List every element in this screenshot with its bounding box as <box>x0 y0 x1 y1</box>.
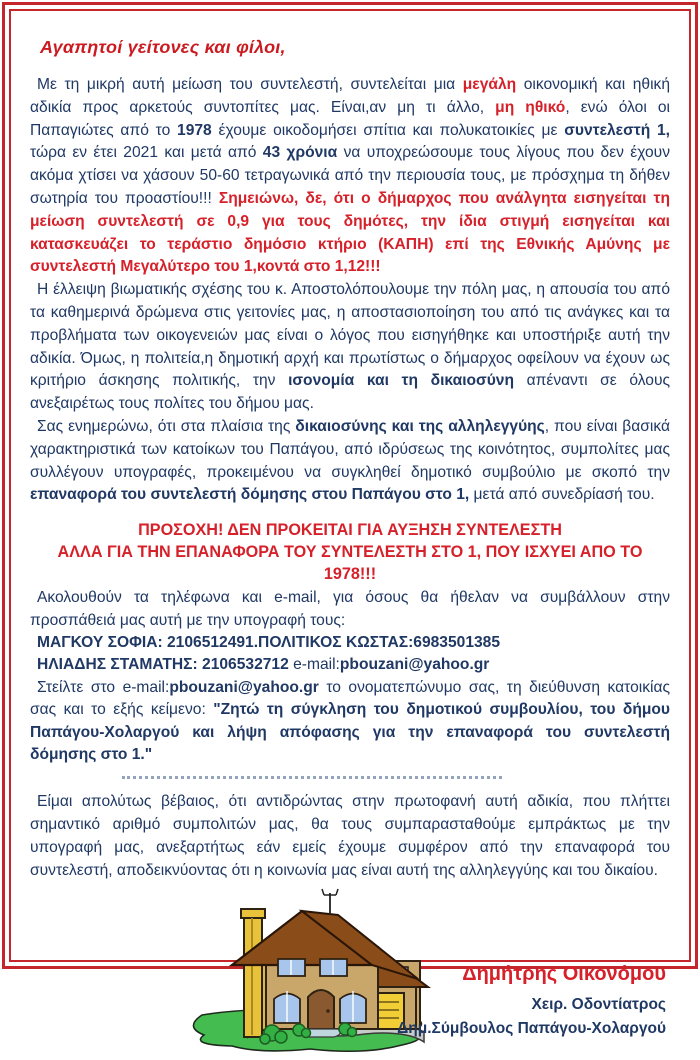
p1-seg2: οικονομική και ηθική αδικία προς αρκετούς συντοπίτες μας. Είναι,αν μη τι άλλο, <box>30 76 671 116</box>
closing-paragraph: Είμαι απολύτως βέβαιος, ότι αντιδρώντας στην πρωτοφανή αυτή αδικία, που πλήττει σημαντικό αριθμό συμπολιτών μας, θα τους συμπαρασταθούμε εμπράκτως με την υπογραφή μας, ανεξαρτήτως εάν εμείς έχουμε συμφέρον από την επαναφορά του συντελεστή, αποδεικνύοντας ότι η κοινωνία μας είναι αυτή της αλληλεγγύης και του δικαίου. <box>30 793 670 879</box>
signature-block <box>397 963 666 1041</box>
p3-seg0: Σας ενημερώνω, ότι στα πλαίσια της <box>37 417 296 435</box>
p1-seg8: τώρα εν έτει 2021 και μετά από <box>30 144 263 162</box>
greeting-text: Αγαπητοί γείτονες και φίλοι, <box>40 37 286 57</box>
paragraph-coefficient-injustice <box>30 74 670 279</box>
send-instructions <box>30 677 670 767</box>
flyer-page <box>11 11 689 1037</box>
p1-highlight-mi-ithiko: μη ηθικό <box>495 98 566 116</box>
p3-seg2: , που είναι βασικά χαρακτηριστικά των κατοίκων του Παπάγου, από ιδρύσεως της κοινότητος, συμπολίτες μας συλλέγουν υπογραφές, προκειμένου να συγκληθεί δημοτικό συμβούλιο με σκοπό την <box>30 417 671 481</box>
house-icon <box>180 887 432 1055</box>
send-email-address: pbouzani@yahoo.gr <box>169 678 319 696</box>
signature-title-role: Δημ.Σύμβουλος Παπάγου-Χολαργού <box>397 1019 666 1037</box>
footer-area <box>30 887 670 1059</box>
p1-seg4: , ενώ όλοι οι Παπαγιώτες από το <box>30 98 670 139</box>
signature-name: Δημήτρης Οικονόμου <box>462 962 666 985</box>
contact-email-address: pbouzani@yahoo.gr <box>339 656 490 674</box>
p1-bold-syntelesti-1: συντελεστή 1, <box>564 121 670 139</box>
contact-email-label: e-mail: <box>293 656 340 674</box>
p1-seg10: να υποχρεώσουμε τους λίγους που δεν έχουν ακόμα χτίσει να χάσουν 50-60 τετραγωνικά από την περιουσία τους, με πρόσχημα τη δήθεν σωτηρία του προαστίου!!! <box>30 144 671 207</box>
contact-intro: Ακολουθούν τα τηλέφωνα και e-mail, για όσους θα ήθελαν να συμβάλλουν στην προσπάθειά μας αυτή με την υπογραφή τους: <box>30 589 670 629</box>
p3-bold-epanafora: επαναφορά του συντελεστή δόμησης στου Παπάγου στο 1, <box>30 486 470 504</box>
paragraph-signatures-info <box>30 416 670 507</box>
contact-phone-line-2 <box>30 654 670 676</box>
send-quote-text: "Ζητώ τη σύγκληση του δημοτικού συμβουλίου, του δήμου Παπάγου-Χολαργού και λήψη απόφασης για την επαναφορά του συντελεστή δόμησης στο 1." <box>30 701 670 763</box>
p1-seg0: Με τη μικρή αυτή μείωση του συντελεστή, συντελείται μια <box>37 76 463 93</box>
p3-seg4: μετά από συνεδρίασή του. <box>469 486 655 504</box>
p1-bold-1978: 1978 <box>177 121 212 139</box>
p2-bold-isonomia: ισονομία και τη δικαιοσύνη <box>288 372 514 390</box>
warning-line-2: ΑΛΛΑ ΓΙΑ ΤΗΝ ΕΠΑΝΑΦΟΡΑ ΤΟΥ ΣΥΝΤΕΛΕΣΤΗ ΣΤΟ 1, ΠΟΥ ΙΣΧΥΕΙ ΑΠΟ ΤΟ 1978!!! <box>57 543 643 584</box>
p1-bold-43-xronia: 43 χρόνια <box>262 144 338 162</box>
p1-highlight-megali: μεγάλη <box>462 76 517 93</box>
contact-phone-line-1: ΜΑΓΚΟΥ ΣΟΦΙΑ: 2106512491.ΠΟΛΙΤΙΚΟΣ ΚΩΣΤΑΣ:6983501385 <box>37 633 501 651</box>
signature-title-profession: Χειρ. Οδοντίατρος <box>531 995 666 1013</box>
contact-iliadis: ΗΛΙΑΔΗΣ ΣΤΑΜΑΤΗΣ: 2106532712 <box>37 656 294 674</box>
p1-seg6: έχουμε οικοδομήσει σπίτια και πολυκατοικίες με <box>211 121 565 139</box>
send-seg0: Στείλτε στο e-mail: <box>37 678 170 696</box>
p2-seg2: απέναντι σε όλους ανεξαιρέτως τους πολίτες του δήμου μας. <box>30 372 670 413</box>
p2-seg0: Η έλλειψη βιωματικής σχέσης του κ. Αποστολόπουλουμε την πόλη μας, η απουσία του από τα καθημερινά δρώμενα στις γειτονίες μας, η αποστασιοποίηση του από τις ανάγκες και τα προβλήματα των οικογενειών μας είναι ο λόγος που εισηγήθηκε και υποστήριξε αυτή την αδικία. Όμως, η πολιτεία,η δημοτική αρχή και πρωτίστως ο δήμαρχος οφείλουν να έχουν ως κριτήριο άσκησης πολιτικής, την <box>30 281 670 390</box>
dotted-divider <box>122 776 502 779</box>
warning-line-1: ΠΡΟΣΟΧΗ! ΔΕΝ ΠΡΟΚΕΙΤΑΙ ΓΙΑ ΑΥΞΗΣΗ ΣΥΝΤΕΛΕΣΤΗ <box>138 521 562 540</box>
paragraph-mayor-criticism <box>30 279 670 416</box>
warning-heading <box>30 519 670 585</box>
contact-section <box>30 587 670 766</box>
p1-red-mayor-note: Σημειώνω, δε, ότι ο δήμαρχος που ανάλγητα εισηγείται τη μείωση συντελεστή σε 0,9 για τους δημότες, την ίδια στιγμή εισηγείται και κατασκευάζει το τεράστιο δημόσιο κτήριο (ΚΑΠΗ) επί της Εθνικής Αμύνης με συντελεστή Μεγαλύτερο του 1,κοντά στο 1,12!!! <box>30 189 670 276</box>
send-seg2: το ονοματεπώνυμο σας, τη διεύθυνση κατοικίας σας και το εξής κείμενο: <box>30 678 670 719</box>
cartoon-house-illustration <box>180 887 432 1060</box>
p3-bold-dikaiosynis: δικαιοσύνης και της αλληλεγγύης <box>295 417 545 435</box>
